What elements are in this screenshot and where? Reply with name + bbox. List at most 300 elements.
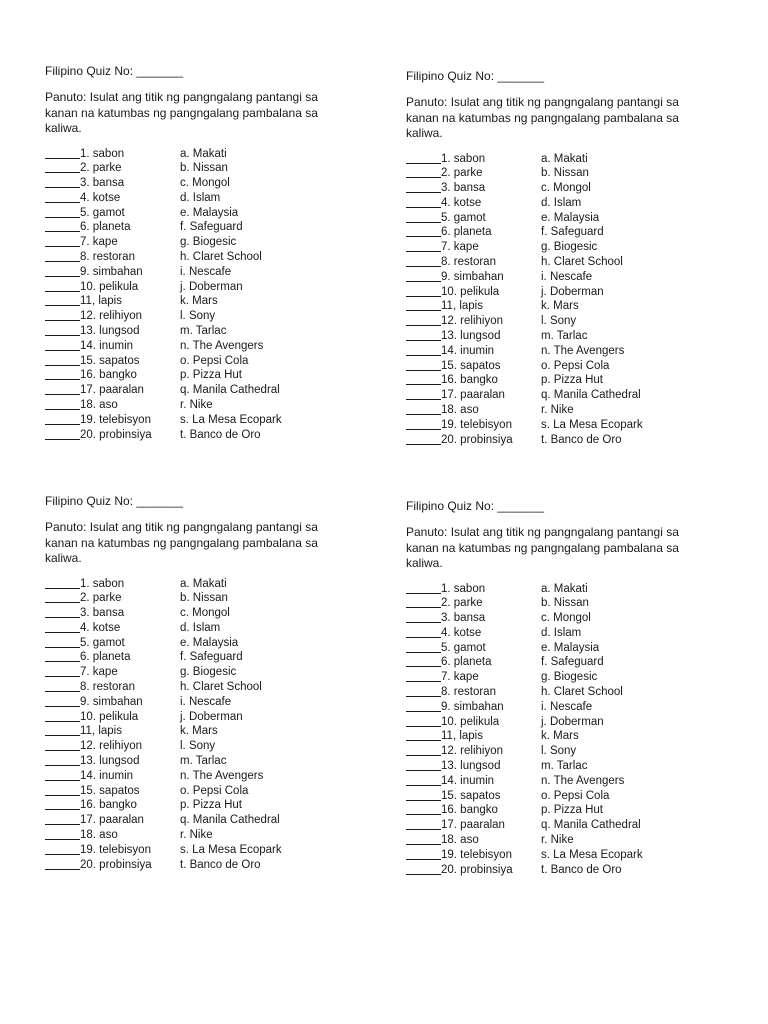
answer-blank	[406, 803, 441, 815]
proper-noun-choice: t. Banco de Oro	[180, 858, 261, 871]
proper-noun-choice: n. The Avengers	[541, 344, 625, 357]
quiz-item-row	[406, 700, 716, 715]
proper-noun-choice: l. Sony	[180, 310, 216, 323]
proper-noun-choice: e. Malaysia	[541, 641, 600, 654]
answer-blank	[406, 626, 441, 638]
quiz-item-row	[45, 368, 355, 383]
proper-noun-choice: o. Pepsi Cola	[541, 359, 610, 372]
quiz-item-row	[406, 582, 716, 597]
common-noun: 5. gamot	[80, 206, 125, 219]
proper-noun-choice: q. Manila Cathedral	[180, 814, 280, 827]
quiz-top-right	[406, 69, 716, 447]
common-noun: 12. relihiyon	[80, 310, 143, 323]
common-noun: 4. kotse	[80, 191, 121, 204]
proper-noun-choice: r. Nike	[541, 834, 574, 847]
common-noun: 16. bangko	[80, 369, 137, 382]
answer-blank	[45, 650, 80, 662]
common-noun: 19. telebisyon	[80, 413, 151, 426]
quiz-item-row	[406, 166, 716, 181]
answer-blank	[45, 680, 80, 692]
quiz-item-row	[406, 433, 716, 448]
quiz-item-row	[45, 606, 355, 621]
quiz-items	[406, 582, 716, 878]
answer-blank	[406, 596, 441, 608]
answer-blank	[45, 710, 80, 722]
quiz-items	[45, 577, 355, 873]
quiz-item-row	[406, 818, 716, 833]
quiz-item-row	[45, 784, 355, 799]
proper-noun-choice: d. Islam	[541, 196, 582, 209]
common-noun: 16. bangko	[80, 799, 137, 812]
quiz-item-row	[406, 255, 716, 270]
proper-noun-choice: l. Sony	[180, 740, 216, 753]
quiz-item-row	[45, 235, 355, 250]
answer-blank	[45, 147, 80, 159]
proper-noun-choice: f. Safeguard	[180, 651, 243, 664]
common-noun: 14. inumin	[441, 774, 495, 787]
common-noun: 6. planeta	[80, 221, 131, 234]
proper-noun-choice: e. Malaysia	[541, 211, 600, 224]
quiz-item-row	[45, 754, 355, 769]
common-noun: 18. aso	[80, 829, 118, 842]
proper-noun-choice: c. Mongol	[180, 607, 230, 620]
quiz-item-row	[45, 339, 355, 354]
quiz-item-row	[406, 670, 716, 685]
quiz-item-row	[45, 265, 355, 280]
proper-noun-choice: i. Nescafe	[180, 695, 232, 708]
proper-noun-choice: p. Pizza Hut	[180, 369, 242, 382]
answer-blank	[45, 191, 80, 203]
proper-noun-choice: j. Doberman	[180, 280, 243, 293]
quiz-bottom-right	[406, 499, 716, 877]
common-noun: 4. kotse	[441, 626, 482, 639]
common-noun: 14. inumin	[441, 344, 495, 357]
answer-blank	[406, 715, 441, 727]
quiz-item-row	[45, 650, 355, 665]
quiz-item-row	[45, 665, 355, 680]
proper-noun-choice: g. Biogesic	[180, 666, 237, 679]
common-noun: 9. simbahan	[80, 265, 143, 278]
common-noun: 7. kape	[80, 236, 118, 249]
proper-noun-choice: h. Claret School	[180, 251, 262, 264]
common-noun: 16. bangko	[441, 374, 498, 387]
quiz-item-row	[406, 611, 716, 626]
quiz-item-row	[45, 621, 355, 636]
proper-noun-choice: k. Mars	[541, 730, 579, 743]
proper-noun-choice: r. Nike	[541, 404, 574, 417]
proper-noun-choice: s. La Mesa Ecopark	[180, 413, 282, 426]
answer-blank	[45, 235, 80, 247]
proper-noun-choice: m. Tarlac	[180, 325, 227, 338]
quiz-item-row	[406, 418, 716, 433]
quiz-item-row	[406, 211, 716, 226]
common-noun: 7. kape	[441, 241, 479, 254]
answer-blank	[406, 641, 441, 653]
answer-blank	[406, 863, 441, 875]
quiz-item-row	[406, 685, 716, 700]
proper-noun-choice: p. Pizza Hut	[180, 799, 242, 812]
common-noun: 7. kape	[80, 666, 118, 679]
proper-noun-choice: j. Doberman	[541, 715, 604, 728]
answer-blank	[406, 700, 441, 712]
answer-blank	[406, 344, 441, 356]
common-noun: 11, lapis	[441, 730, 483, 743]
common-noun: 11, lapis	[441, 300, 483, 313]
answer-blank	[45, 294, 80, 306]
proper-noun-choice: i. Nescafe	[541, 700, 593, 713]
answer-blank	[45, 769, 80, 781]
proper-noun-choice: d. Islam	[180, 191, 221, 204]
quiz-item-row	[406, 863, 716, 878]
quiz-items	[406, 152, 716, 448]
quiz-item-row	[45, 695, 355, 710]
quiz-item-row	[45, 280, 355, 295]
proper-noun-choice: i. Nescafe	[541, 270, 593, 283]
common-noun: 9. simbahan	[80, 695, 143, 708]
answer-blank	[406, 388, 441, 400]
quiz-item-row	[406, 803, 716, 818]
common-noun: 17. paaralan	[80, 814, 144, 827]
answer-blank	[406, 240, 441, 252]
answer-blank	[406, 211, 441, 223]
common-noun: 2. parke	[441, 597, 483, 610]
proper-noun-choice: n. The Avengers	[541, 774, 625, 787]
quiz-item-row	[406, 225, 716, 240]
proper-noun-choice: r. Nike	[180, 399, 213, 412]
proper-noun-choice: s. La Mesa Ecopark	[541, 848, 643, 861]
common-noun: 17. paaralan	[441, 819, 505, 832]
common-noun: 1. sabon	[441, 582, 486, 595]
quiz-item-row	[406, 152, 716, 167]
common-noun: 18. aso	[441, 834, 479, 847]
quiz-item-row	[45, 739, 355, 754]
common-noun: 10. pelikula	[441, 285, 500, 298]
answer-blank	[45, 591, 80, 603]
quiz-bottom-left	[45, 494, 355, 872]
common-noun: 8. restoran	[441, 686, 496, 699]
answer-blank	[406, 848, 441, 860]
answer-blank	[406, 818, 441, 830]
answer-blank	[45, 309, 80, 321]
proper-noun-choice: c. Mongol	[541, 182, 591, 195]
common-noun: 12. relihiyon	[441, 315, 504, 328]
common-noun: 4. kotse	[441, 196, 482, 209]
quiz-item-row	[406, 285, 716, 300]
proper-noun-choice: k. Mars	[180, 295, 218, 308]
quiz-item-row	[45, 769, 355, 784]
proper-noun-choice: p. Pizza Hut	[541, 374, 603, 387]
common-noun: 4. kotse	[80, 621, 121, 634]
proper-noun-choice: o. Pepsi Cola	[180, 784, 249, 797]
quiz-item-row	[45, 147, 355, 162]
common-noun: 20. probinsiya	[80, 428, 152, 441]
common-noun: 9. simbahan	[441, 270, 504, 283]
proper-noun-choice: q. Manila Cathedral	[541, 389, 641, 402]
common-noun: 18. aso	[441, 404, 479, 417]
quiz-item-row	[45, 383, 355, 398]
answer-blank	[406, 655, 441, 667]
common-noun: 3. bansa	[441, 612, 486, 625]
proper-noun-choice: t. Banco de Oro	[180, 428, 261, 441]
answer-blank	[45, 621, 80, 633]
proper-noun-choice: m. Tarlac	[180, 755, 227, 768]
answer-blank	[45, 754, 80, 766]
proper-noun-choice: j. Doberman	[541, 285, 604, 298]
answer-blank	[45, 206, 80, 218]
quiz-title: Filipino Quiz No: _______	[45, 64, 184, 78]
answer-blank	[45, 265, 80, 277]
quiz-item-row	[406, 329, 716, 344]
common-noun: 5. gamot	[80, 636, 125, 649]
quiz-title: Filipino Quiz No: _______	[406, 69, 545, 83]
common-noun: 15. sapatos	[441, 789, 501, 802]
quiz-item-row	[45, 250, 355, 265]
quiz-item-row	[406, 299, 716, 314]
proper-noun-choice: d. Islam	[180, 621, 221, 634]
answer-blank	[45, 280, 80, 292]
answer-blank	[406, 285, 441, 297]
quiz-item-row	[45, 843, 355, 858]
proper-noun-choice: k. Mars	[180, 725, 218, 738]
proper-noun-choice: q. Manila Cathedral	[541, 819, 641, 832]
quiz-item-row	[406, 655, 716, 670]
quiz-item-row	[406, 359, 716, 374]
common-noun: 11, lapis	[80, 295, 122, 308]
common-noun: 14. inumin	[80, 339, 134, 352]
quiz-top-left	[45, 64, 355, 442]
common-noun: 13. lungsod	[441, 330, 501, 343]
quiz-item-row	[406, 270, 716, 285]
answer-blank	[45, 398, 80, 410]
quiz-item-row	[45, 161, 355, 176]
answer-blank	[45, 368, 80, 380]
proper-noun-choice: h. Claret School	[541, 686, 623, 699]
common-noun: 7. kape	[441, 671, 479, 684]
common-noun: 2. parke	[441, 167, 483, 180]
common-noun: 1. sabon	[80, 147, 125, 160]
answer-blank	[45, 636, 80, 648]
common-noun: 15. sapatos	[80, 354, 140, 367]
quiz-item-row	[45, 324, 355, 339]
common-noun: 19. telebisyon	[441, 848, 512, 861]
quiz-item-row	[45, 724, 355, 739]
quiz-item-row	[406, 729, 716, 744]
proper-noun-choice: a. Makati	[541, 582, 588, 595]
answer-blank	[406, 611, 441, 623]
common-noun: 12. relihiyon	[441, 745, 504, 758]
common-noun: 8. restoran	[80, 251, 135, 264]
common-noun: 3. bansa	[80, 177, 125, 190]
proper-noun-choice: g. Biogesic	[541, 241, 598, 254]
common-noun: 10. pelikula	[80, 710, 139, 723]
quiz-title: Filipino Quiz No: _______	[45, 494, 184, 508]
proper-noun-choice: f. Safeguard	[180, 221, 243, 234]
proper-noun-choice: r. Nike	[180, 829, 213, 842]
answer-blank	[45, 828, 80, 840]
common-noun: 13. lungsod	[441, 760, 501, 773]
proper-noun-choice: b. Nissan	[180, 162, 228, 175]
answer-blank	[45, 813, 80, 825]
common-noun: 12. relihiyon	[80, 740, 143, 753]
common-noun: 3. bansa	[80, 607, 125, 620]
common-noun: 15. sapatos	[80, 784, 140, 797]
quiz-item-row	[406, 774, 716, 789]
quiz-item-row	[45, 636, 355, 651]
proper-noun-choice: s. La Mesa Ecopark	[180, 843, 282, 856]
answer-blank	[406, 373, 441, 385]
common-noun: 11, lapis	[80, 725, 122, 738]
answer-blank	[45, 695, 80, 707]
answer-blank	[45, 250, 80, 262]
quiz-item-row	[406, 789, 716, 804]
proper-noun-choice: h. Claret School	[541, 256, 623, 269]
quiz-instructions: Panuto: Isulat ang titik ng pangngalang pantangi sa kanan na katumbas ng pangngalang pambalana sa kaliwa.	[45, 520, 318, 565]
answer-blank	[45, 843, 80, 855]
proper-noun-choice: m. Tarlac	[541, 760, 588, 773]
common-noun: 5. gamot	[441, 211, 486, 224]
quiz-item-row	[45, 428, 355, 443]
common-noun: 8. restoran	[80, 681, 135, 694]
answer-blank	[406, 196, 441, 208]
answer-blank	[406, 582, 441, 594]
quiz-item-row	[406, 596, 716, 611]
quiz-item-row	[45, 413, 355, 428]
answer-blank	[406, 670, 441, 682]
quiz-item-row	[406, 744, 716, 759]
answer-blank	[406, 359, 441, 371]
quiz-item-row	[45, 294, 355, 309]
common-noun: 6. planeta	[441, 226, 492, 239]
common-noun: 15. sapatos	[441, 359, 501, 372]
quiz-item-row	[45, 798, 355, 813]
proper-noun-choice: s. La Mesa Ecopark	[541, 418, 643, 431]
common-noun: 10. pelikula	[80, 280, 139, 293]
answer-blank	[406, 789, 441, 801]
proper-noun-choice: k. Mars	[541, 300, 579, 313]
proper-noun-choice: c. Mongol	[180, 177, 230, 190]
quiz-item-row	[406, 848, 716, 863]
quiz-item-row	[45, 828, 355, 843]
proper-noun-choice: b. Nissan	[541, 167, 589, 180]
quiz-title: Filipino Quiz No: _______	[406, 499, 545, 513]
answer-blank	[406, 299, 441, 311]
common-noun: 10. pelikula	[441, 715, 500, 728]
common-noun: 17. paaralan	[80, 384, 144, 397]
common-noun: 16. bangko	[441, 804, 498, 817]
answer-blank	[406, 255, 441, 267]
quiz-item-row	[45, 398, 355, 413]
common-noun: 17. paaralan	[441, 389, 505, 402]
proper-noun-choice: i. Nescafe	[180, 265, 232, 278]
common-noun: 14. inumin	[80, 769, 134, 782]
quiz-item-row	[406, 344, 716, 359]
answer-blank	[406, 759, 441, 771]
answer-blank	[45, 739, 80, 751]
answer-blank	[45, 324, 80, 336]
common-noun: 19. telebisyon	[441, 418, 512, 431]
answer-blank	[45, 383, 80, 395]
answer-blank	[406, 181, 441, 193]
common-noun: 6. planeta	[441, 656, 492, 669]
answer-blank	[45, 724, 80, 736]
quiz-item-row	[406, 715, 716, 730]
proper-noun-choice: f. Safeguard	[541, 226, 604, 239]
proper-noun-choice: q. Manila Cathedral	[180, 384, 280, 397]
quiz-item-row	[406, 181, 716, 196]
quiz-item-row	[406, 626, 716, 641]
quiz-item-row	[45, 680, 355, 695]
answer-blank	[406, 729, 441, 741]
common-noun: 1. sabon	[80, 577, 125, 590]
answer-blank	[45, 858, 80, 870]
proper-noun-choice: a. Makati	[541, 152, 588, 165]
quiz-item-row	[45, 176, 355, 191]
answer-blank	[406, 833, 441, 845]
answer-blank	[45, 413, 80, 425]
proper-noun-choice: d. Islam	[541, 626, 582, 639]
answer-blank	[45, 176, 80, 188]
common-noun: 20. probinsiya	[441, 433, 513, 446]
answer-blank	[406, 744, 441, 756]
answer-blank	[45, 784, 80, 796]
proper-noun-choice: j. Doberman	[180, 710, 243, 723]
answer-blank	[45, 665, 80, 677]
common-noun: 6. planeta	[80, 651, 131, 664]
proper-noun-choice: n. The Avengers	[180, 769, 264, 782]
quiz-item-row	[406, 196, 716, 211]
common-noun: 18. aso	[80, 399, 118, 412]
common-noun: 20. probinsiya	[441, 863, 513, 876]
common-noun: 13. lungsod	[80, 325, 140, 338]
answer-blank	[406, 403, 441, 415]
proper-noun-choice: g. Biogesic	[180, 236, 237, 249]
quiz-item-row	[45, 354, 355, 369]
proper-noun-choice: l. Sony	[541, 315, 577, 328]
quiz-item-row	[406, 759, 716, 774]
common-noun: 20. probinsiya	[80, 858, 152, 871]
answer-blank	[45, 354, 80, 366]
quiz-item-row	[406, 641, 716, 656]
proper-noun-choice: c. Mongol	[541, 612, 591, 625]
quiz-item-row	[406, 373, 716, 388]
common-noun: 8. restoran	[441, 256, 496, 269]
quiz-item-row	[406, 240, 716, 255]
answer-blank	[45, 798, 80, 810]
quiz-instructions: Panuto: Isulat ang titik ng pangngalang pantangi sa kanan na katumbas ng pangngalang pambalana sa kaliwa.	[45, 90, 318, 135]
answer-blank	[406, 433, 441, 445]
common-noun: 9. simbahan	[441, 700, 504, 713]
proper-noun-choice: g. Biogesic	[541, 671, 598, 684]
proper-noun-choice: a. Makati	[180, 147, 227, 160]
quiz-item-row	[406, 388, 716, 403]
quiz-item-row	[45, 858, 355, 873]
quiz-item-row	[45, 220, 355, 235]
quiz-item-row	[45, 206, 355, 221]
proper-noun-choice: n. The Avengers	[180, 339, 264, 352]
quiz-item-row	[45, 577, 355, 592]
quiz-instructions: Panuto: Isulat ang titik ng pangngalang pantangi sa kanan na katumbas ng pangngalang pambalana sa kaliwa.	[406, 525, 679, 570]
quiz-item-row	[45, 710, 355, 725]
quiz-instructions: Panuto: Isulat ang titik ng pangngalang pantangi sa kanan na katumbas ng pangngalang pambalana sa kaliwa.	[406, 95, 679, 140]
proper-noun-choice: o. Pepsi Cola	[541, 789, 610, 802]
common-noun: 1. sabon	[441, 152, 486, 165]
common-noun: 2. parke	[80, 162, 122, 175]
quiz-item-row	[406, 403, 716, 418]
answer-blank	[45, 339, 80, 351]
proper-noun-choice: l. Sony	[541, 745, 577, 758]
common-noun: 5. gamot	[441, 641, 486, 654]
answer-blank	[406, 225, 441, 237]
